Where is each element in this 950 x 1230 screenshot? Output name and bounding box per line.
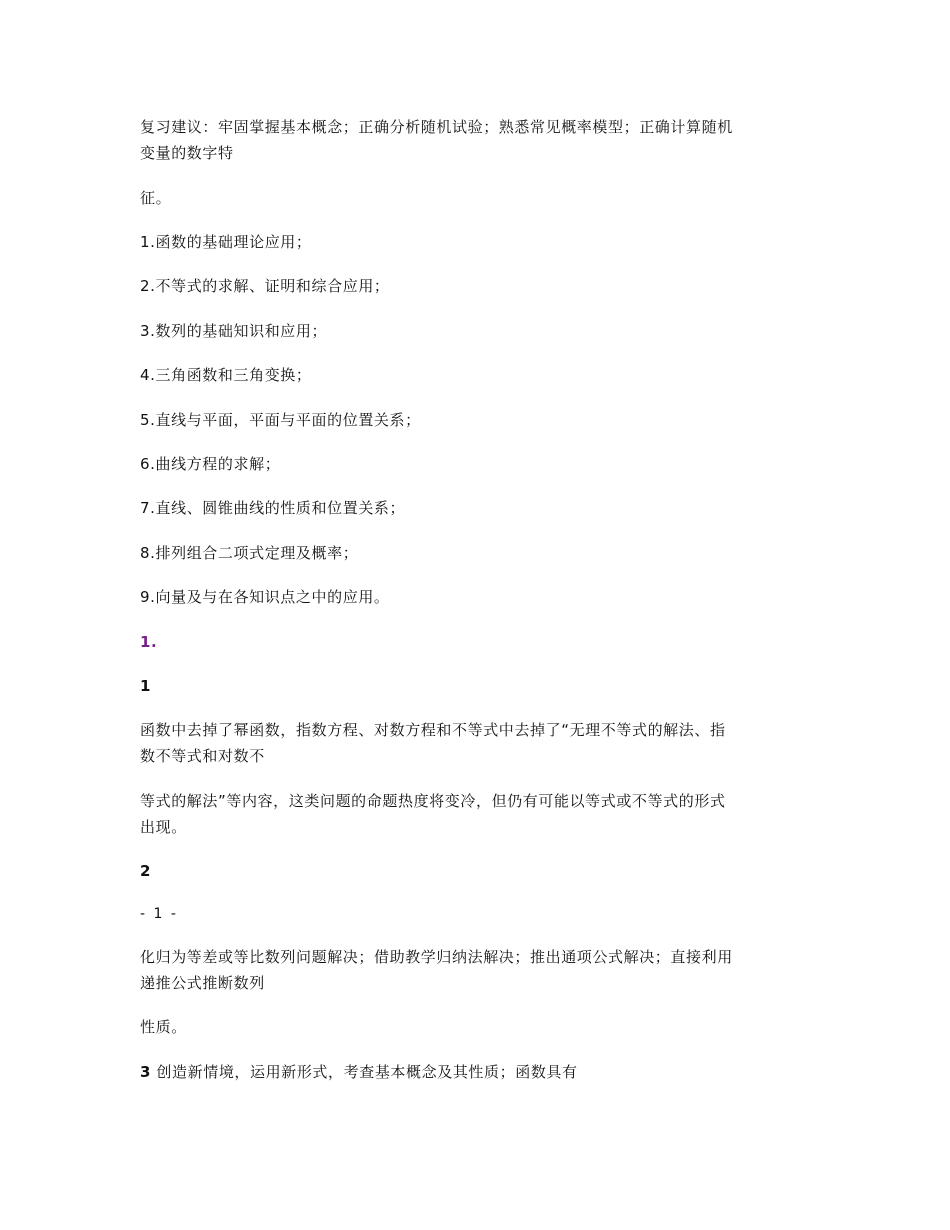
list-item-8: 8.排列组合二项式定理及概率； <box>140 544 359 562</box>
intro-line-1: 复习建议：牢固掌握基本概念；正确分析随机试验；熟悉常见概率模型；正确计算随机 <box>140 118 733 136</box>
document-page <box>140 0 810 1230</box>
list-item-2: 2.不等式的求解、证明和综合应用； <box>140 277 390 295</box>
paragraph-4 <box>140 1059 810 1085</box>
list-item-7: 7.直线、圆锥曲线的性质和位置关系； <box>140 499 406 517</box>
subsection-label-1: 1 <box>140 677 152 695</box>
list-item-3: 3.数列的基础知识和应用； <box>140 322 328 340</box>
list-item-4: 4.三角函数和三角变换； <box>140 366 312 384</box>
paragraph-2-line-2: 出现。 <box>140 818 187 836</box>
paragraph-3-line-2: 递推公式推断数列 <box>140 974 265 992</box>
intro-line-3: 征。 <box>140 189 172 207</box>
section-heading: 1. <box>140 633 158 651</box>
list-item-5: 5.直线与平面，平面与平面的位置关系； <box>140 411 421 429</box>
paragraph-4-text: 创造新情境，运用新形式，考查基本概念及其性质；函数具有 <box>156 1063 578 1081</box>
paragraph-1-line-1: 函数中去掉了幂函数，指数方程、对数方程和不等式中去掉了“无理不等式的解法、指 <box>140 721 726 739</box>
subsection-label-2: 2 <box>140 862 152 880</box>
intro-line-2: 变量的数字特 <box>140 144 234 162</box>
paragraph-3-line-1: 化归为等差或等比数列问题解决；借助教学归纳法解决；推出通项公式解决；直接利用 <box>140 948 733 966</box>
list-item-1: 1.函数的基础理论应用； <box>140 233 312 251</box>
list-item-9: 9.向量及与在各知识点之中的应用。 <box>140 588 390 606</box>
list-item-6: 6.曲线方程的求解； <box>140 455 281 473</box>
paragraph-2-line-1: 等式的解法”等内容，这类问题的命题热度将变冷，但仍有可能以等式或不等式的形式 <box>140 792 726 810</box>
paragraph-3-line-3: 性质。 <box>140 1018 187 1036</box>
page-number: - 1 - <box>140 906 178 922</box>
subsection-label-3: 3 <box>140 1063 152 1081</box>
paragraph-1-line-2: 数不等式和对数不 <box>140 747 265 765</box>
